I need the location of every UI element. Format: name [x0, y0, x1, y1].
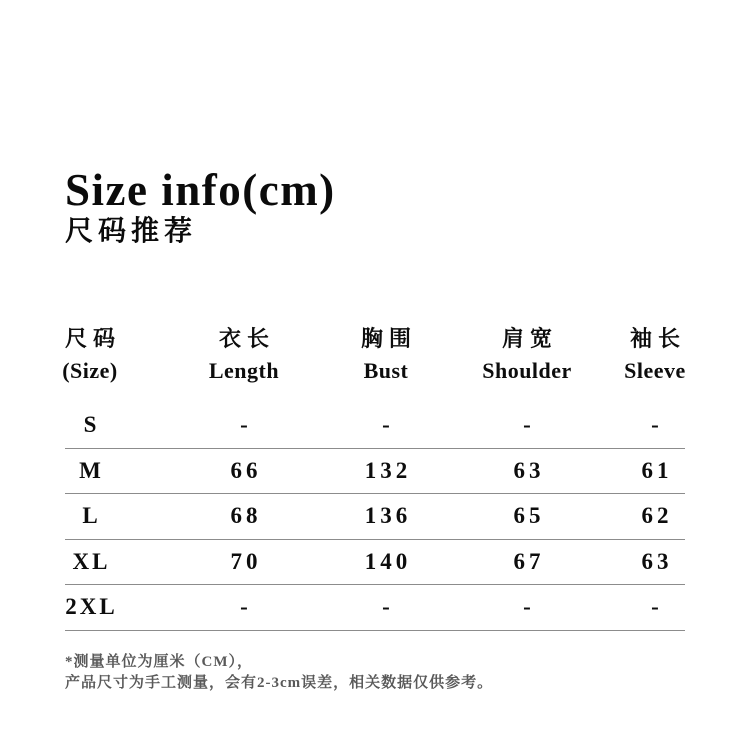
size-label: 2XL	[65, 594, 118, 620]
table-row-l	[65, 494, 685, 540]
sleeve-value: -	[651, 594, 663, 620]
title-block	[65, 167, 336, 247]
page-subtitle: 尺码推荐	[65, 216, 198, 247]
column-header-bust-en: Bust	[363, 358, 409, 383]
sleeve-value: -	[651, 412, 663, 437]
shoulder-value: 65	[513, 503, 545, 529]
column-header-sleeve-en: Sleeve	[624, 358, 686, 383]
sleeve-value: 63	[641, 548, 673, 574]
column-header-size-zh: 尺码	[64, 326, 121, 351]
bust-value: 132	[364, 457, 412, 483]
size-table-header	[62, 322, 686, 383]
size-label: XL	[72, 548, 111, 574]
size-table-body	[65, 403, 685, 631]
table-row-s	[65, 403, 685, 449]
length-value: -	[240, 594, 252, 620]
column-header-bust-zh: 胸围	[360, 326, 417, 351]
size-label: L	[82, 503, 101, 529]
column-header-shoulder-zh: 肩宽	[502, 326, 559, 351]
sleeve-value: 62	[641, 503, 673, 529]
bust-value: 140	[364, 548, 412, 574]
column-header-bust	[355, 322, 417, 384]
column-header-sleeve	[624, 322, 686, 384]
length-value: -	[240, 412, 252, 437]
bust-value: -	[382, 594, 394, 620]
column-header-length-en: Length	[208, 358, 280, 383]
table-row-2xl	[65, 585, 685, 631]
column-header-length	[209, 322, 279, 384]
column-header-size	[59, 322, 121, 384]
shoulder-value: -	[523, 594, 535, 620]
bust-value: 136	[364, 503, 412, 529]
length-value: 70	[230, 548, 262, 574]
measurement-notes	[65, 652, 493, 694]
column-header-shoulder-en: Shoulder	[482, 358, 572, 383]
shoulder-value: -	[523, 412, 535, 437]
shoulder-value: 67	[513, 548, 545, 574]
table-row-xl	[65, 540, 685, 586]
size-label: M	[79, 457, 104, 483]
bust-value: -	[382, 412, 394, 437]
sleeve-value: 61	[641, 457, 673, 483]
column-header-shoulder	[482, 322, 572, 384]
length-value: 66	[230, 457, 262, 483]
length-value: 68	[230, 503, 262, 529]
page-title: Size info(cm)	[65, 165, 336, 215]
shoulder-value: 63	[513, 457, 545, 483]
table-row-m	[65, 449, 685, 495]
size-label: S	[83, 412, 100, 437]
column-header-sleeve-zh: 袖长	[629, 326, 686, 351]
column-header-length-zh: 衣长	[218, 326, 275, 351]
column-header-size-en: (Size)	[62, 358, 118, 383]
note-line-2: 产品尺寸为手工测量，会有2-3cm误差，相关数据仅供参考。	[65, 675, 494, 691]
note-line-1: *测量单位为厘米（CM），	[65, 654, 253, 670]
